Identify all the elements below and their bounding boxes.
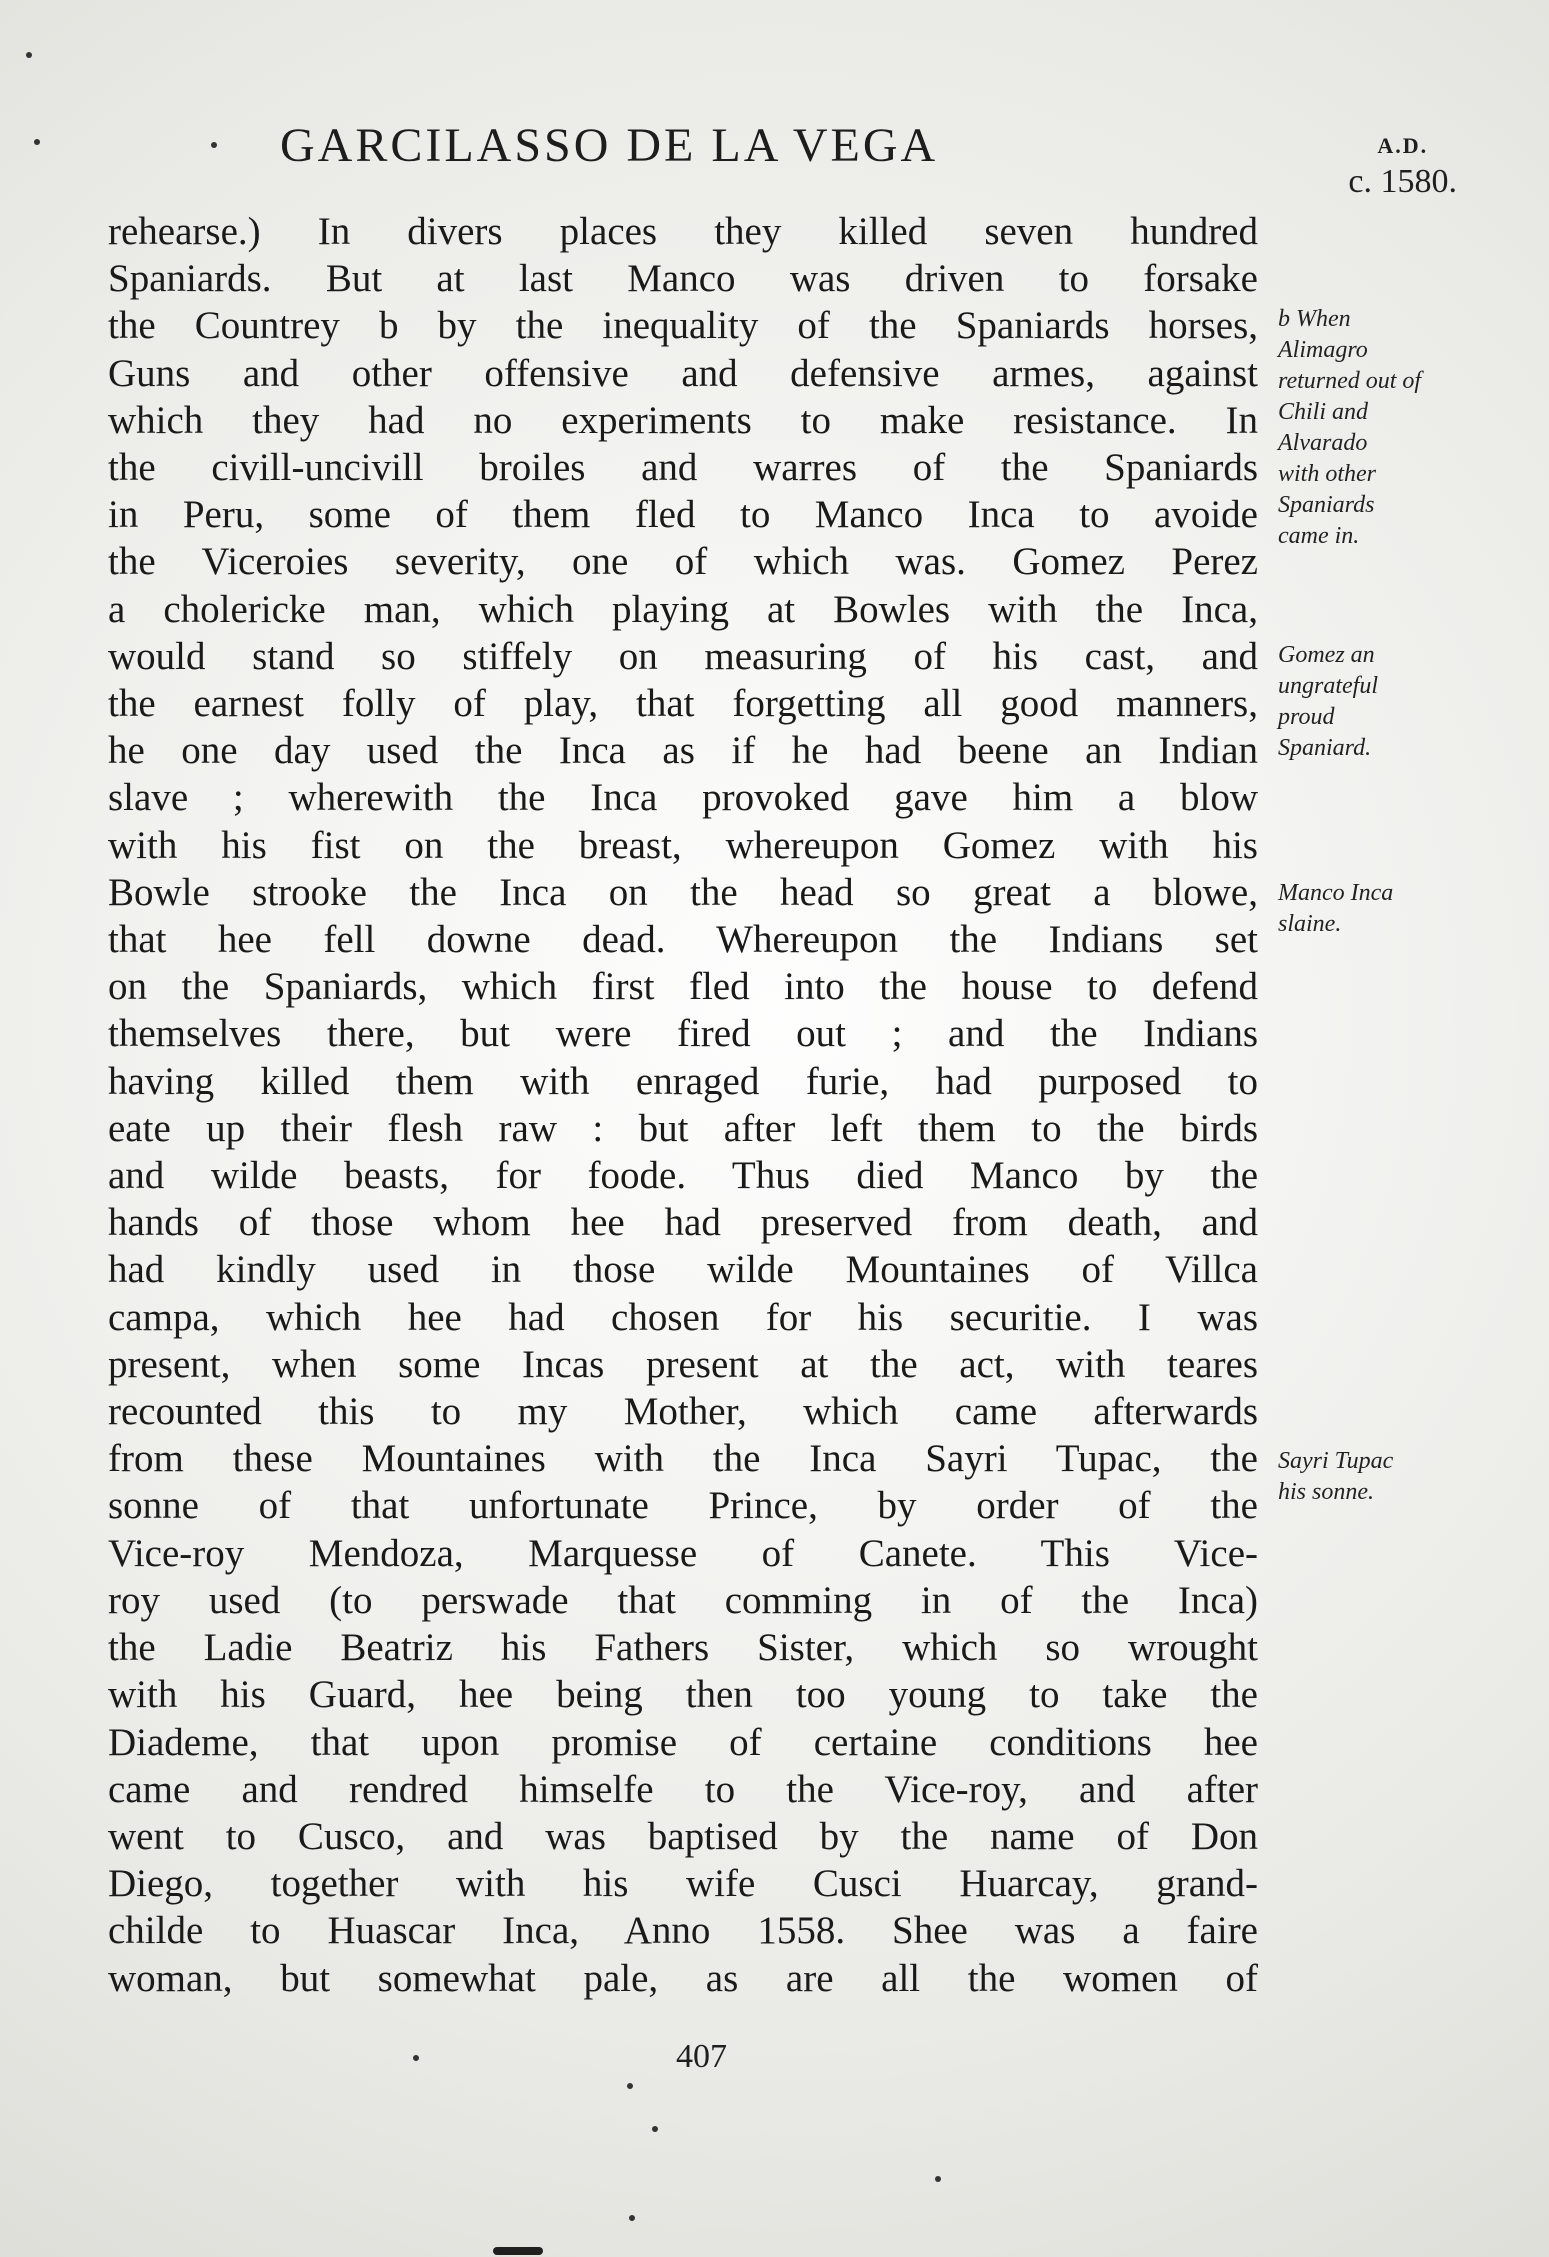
margin-note-line: Gomez an <box>1278 642 1375 668</box>
margin-note-line: Alimagro <box>1278 337 1368 363</box>
margin-note-line: Manco Inca <box>1278 880 1394 906</box>
ink-speck <box>652 2126 658 2132</box>
margin-note-line: ungrateful <box>1278 673 1378 699</box>
text-line: he one day used the Inca as if he had beene an Indian <box>108 729 1258 773</box>
ink-speck <box>26 52 32 58</box>
text-line: with his Guard, hee being then too young to take the <box>108 1673 1258 1717</box>
text-line: slave ; wherewith the Inca provoked gave him a blow <box>108 776 1258 820</box>
text-line: the Ladie Beatriz his Fathers Sister, which so wrought <box>108 1626 1258 1670</box>
text-line: rehearse.) In divers places they killed seven hundred <box>108 210 1258 253</box>
text-line: Guns and other offensive and defensive armes, against <box>108 351 1258 395</box>
ink-speck <box>34 139 40 145</box>
text-line: that hee fell downe dead. Whereupon the Indians set <box>108 918 1258 962</box>
text-line: themselves there, but were fired out ; and the Indians <box>108 1012 1258 1056</box>
text-line: the civill-uncivill broiles and warres of the Spaniards <box>108 446 1258 490</box>
ink-speck <box>211 142 217 148</box>
ink-speck <box>627 2083 633 2089</box>
text-line: childe to Huascar Inca, Anno 1558. Shee was a faire <box>108 1909 1258 1953</box>
margin-note-line: his sonne. <box>1278 1479 1374 1505</box>
margin-note-line: came in. <box>1278 523 1360 549</box>
page-number: 407 <box>676 2038 727 2075</box>
text-line: present, when some Incas present at the act, with teares <box>108 1342 1258 1386</box>
text-line: the earnest folly of play, that forgetting all good manners, <box>108 682 1258 726</box>
ink-speck <box>935 2176 941 2182</box>
running-head-title: GARCILASSO DE LA VEGA <box>280 119 939 172</box>
text-line: on the Spaniards, which first fled into the house to defend <box>108 965 1258 1009</box>
margin-note-sayri <box>1278 1446 1498 1508</box>
running-head-date <box>1348 128 1457 200</box>
text-line: Vice-roy Mendoza, Marquesse of Canete. This Vice- <box>108 1531 1258 1575</box>
text-line: with his fist on the breast, whereupon Gomez with his <box>108 823 1258 867</box>
text-line: the Countrey b by the inequality of the Spaniards horses, <box>108 304 1258 348</box>
text-line: came and rendred himselfe to the Vice-roy, and after <box>108 1767 1258 1811</box>
margin-note-line: with other <box>1278 461 1377 487</box>
text-line: in Peru, some of them fled to Manco Inca to avoide <box>108 493 1258 537</box>
margin-note-line: Chili and <box>1278 399 1369 425</box>
text-line: which they had no experiments to make resistance. In <box>108 398 1258 442</box>
bottom-ink-mark <box>493 2247 543 2255</box>
text-line: having killed them with enraged furie, had purposed to <box>108 1059 1258 1103</box>
text-line: from these Mountaines with the Inca Sayri Tupac, the <box>108 1437 1258 1481</box>
margin-note-gomez <box>1278 640 1498 764</box>
text-line: eate up their flesh raw : but after left them to the birds <box>108 1106 1258 1150</box>
text-line: the Viceroies severity, one of which was. Gomez Perez <box>108 540 1258 584</box>
text-line: sonne of that unfortunate Prince, by order of the <box>108 1484 1258 1528</box>
text-line: roy used (to perswade that comming in of the Inca) <box>108 1578 1258 1622</box>
margin-note-line: Alvarado <box>1278 430 1368 456</box>
text-line: woman, but somewhat pale, as are all the women of <box>108 1956 1258 2000</box>
margin-note-line: Sayri Tupac <box>1278 1448 1394 1474</box>
main-text-block <box>108 208 1258 2002</box>
text-line: Spaniards. But at last Manco was driven to forsake <box>108 257 1258 301</box>
margin-note-line: b When <box>1278 306 1351 332</box>
margin-note-line: proud <box>1278 704 1335 730</box>
margin-note-line: slaine. <box>1278 911 1342 937</box>
text-line: Diego, together with his wife Cusci Huarcay, grand- <box>108 1862 1258 1906</box>
text-line: went to Cusco, and was baptised by the name of Don <box>108 1814 1258 1858</box>
text-line: would stand so stiffely on measuring of his cast, and <box>108 634 1258 678</box>
text-line: Diademe, that upon promise of certaine conditions hee <box>108 1720 1258 1764</box>
text-line: a cholericke man, which playing at Bowles with the Inca, <box>108 587 1258 631</box>
margin-note-line: returned out of <box>1278 368 1422 394</box>
year-label: c. 1580. <box>1348 163 1457 200</box>
ink-speck <box>629 2215 635 2221</box>
margin-note-manco <box>1278 878 1498 940</box>
margin-note-alimagro <box>1278 304 1498 552</box>
era-label: A.D. <box>1377 133 1429 158</box>
ink-speck <box>413 2055 419 2061</box>
margin-note-line: Spaniards <box>1278 492 1375 518</box>
text-line: hands of those whom hee had preserved from death, and <box>108 1201 1258 1245</box>
text-line: and wilde beasts, for foode. Thus died Manco by the <box>108 1154 1258 1198</box>
margin-note-line: Spaniard. <box>1278 735 1372 761</box>
text-line: recounted this to my Mother, which came afterwards <box>108 1390 1258 1434</box>
text-line: campa, which hee had chosen for his securitie. I was <box>108 1295 1258 1339</box>
text-line: had kindly used in those wilde Mountaines of Villca <box>108 1248 1258 1292</box>
text-line: Bowle strooke the Inca on the head so great a blowe, <box>108 870 1258 914</box>
